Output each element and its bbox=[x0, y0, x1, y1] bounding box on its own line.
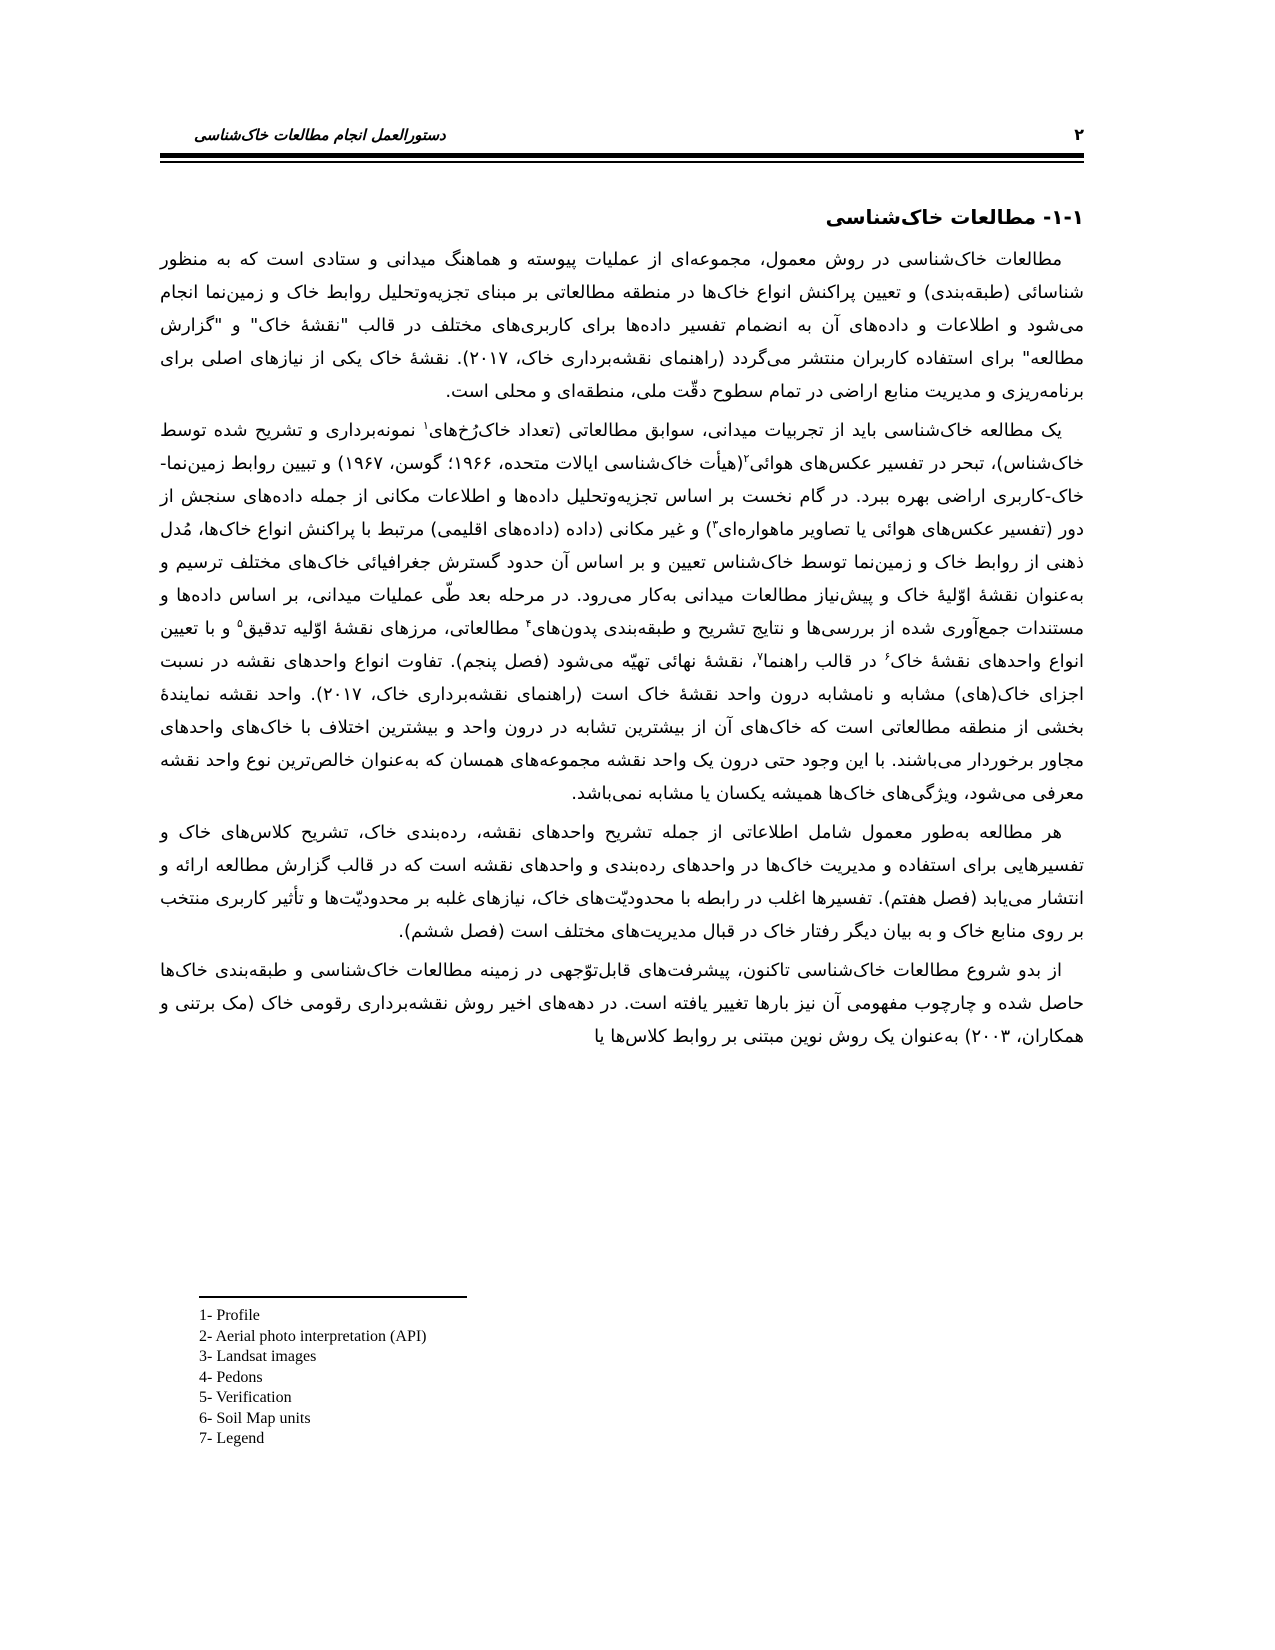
paragraph-2-text: یک مطالعه خاک‌شناسی باید از تجربیات میدانی، سوابق مطالعاتی (تعداد خاک‌رُخ‌های bbox=[428, 420, 1062, 441]
footnote-ref: ۷ bbox=[757, 650, 764, 663]
paragraph-2-text: و با تعیین انواع واحدهای نقشهٔ خاک bbox=[160, 618, 1084, 672]
page-header bbox=[160, 123, 1084, 153]
footnote-item: 2- Aerial photo interpretation (API) bbox=[199, 1327, 427, 1345]
footnote-item: 4- Pedons bbox=[199, 1368, 263, 1386]
main-content bbox=[160, 205, 1084, 1059]
running-title: دستورالعمل انجام مطالعات خاک‌شناسی bbox=[194, 126, 446, 144]
footnote-item: 1- Profile bbox=[199, 1307, 260, 1324]
footnote-ref: ۴ bbox=[525, 617, 532, 630]
paragraph-2-text: نمونه‌برداری و تشریح شده توسط خاک‌شناس)، تبحر در تفسیر عکس‌های هوائی bbox=[160, 420, 1085, 474]
paragraph-2-text: (هیأت خاک‌شناسی ایالات متحده، ۱۹۶۶؛ گوسن، ۱۹۶۷) و تبیین روابط زمین‌نما-خاک-کاربری اراضی بهره ببرد. در گام نخست بر اساس تجزیه‌وتحلیل داده‌ها و اطلاعات مکانی از جمله داده‌های سنجش از دور (تفسیر عکس‌های هوائی یا تصاویر ماهواره‌ای bbox=[160, 453, 1084, 540]
paragraph-2-text: ، نقشهٔ نهائی تهیّه می‌شود (فصل پنجم). تفاوت انواع واحدهای نقشه در نسبت اجزای خاک(های) مشابه و نامشابه درون واحد نقشهٔ خاک است (راهنمای نقشه‌برداری خاک، ۲۰۱۷). واحد نقشه نمایندهٔ بخشی از منطقه مطالعاتی است که خاک‌های آن از بیشترین تشابه در درون واحد و بیشترین اختلاف با خاک‌های واحدهای مجاور برخوردار می‌باشند. با این وجود حتی درون یک واحد نقشه مجموعه‌های همسان که به‌عنوان خالص‌ترین نوع واحد نقشه معرفی می‌شود، ویژگی‌های خاک‌ها همیشه یکسان یا مشابه نمی‌باشد. bbox=[160, 651, 1084, 804]
footnote-divider bbox=[199, 1296, 467, 1298]
paragraph-1: مطالعات خاک‌شناسی در روش معمول، مجموعه‌ای از عملیات پیوسته و هماهنگ میدانی و ستادی است که به منظور شناسائی (طبقه‌بندی) و تعیین پراکنش انواع خاک‌ها در منطقه مطالعاتی بر مبنای تجزیه‌وتحلیل روابط خاک و زمین‌نما انجام می‌شود و اطلاعات و داده‌های آن به انضمام تفسیر داده‌ها برای کاربری‌های مختلف در قالب "نقشهٔ خاک" و "گزارش مطالعه" برای استفاده کاربران منتشر می‌گردد (راهنمای نقشه‌برداری خاک، ۲۰۱۷). نقشهٔ خاک یکی از نیازهای اصلی برای برنامه‌ریزی و مدیریت منابع اراضی در تمام سطوح دقّت ملی، منطقه‌ای و محلی است. bbox=[160, 249, 1085, 402]
paragraph-4: از بدو شروع مطالعات خاک‌شناسی تاکنون، پیشرفت‌های قابل‌توّجهی در زمینه مطالعات خاک‌شناسی و طبقه‌بندی خاک‌ها حاصل شده و چارچوب مفهومی آن نیز بارها تغییر یافته است. در دهه‌های اخیر روش نقشه‌برداری رقومی خاک (مک برتنی و همکاران، ۲۰۰۳) به‌عنوان یک روش نوین مبتنی بر روابط کلاس‌ها یا bbox=[160, 960, 1084, 1047]
footnote-item: 6- Soil Map units bbox=[199, 1409, 311, 1427]
paragraph-2-text: مطالعاتی، مرزهای نقشهٔ اوّلیه تدقیق bbox=[242, 618, 526, 639]
paragraph-3: هر مطالعه به‌طور معمول شامل اطلاعاتی از جمله تشریح واحدهای نقشه، رده‌بندی خاک، تشریح کلاس‌های خاک و تفسیرهایی برای استفاده و مدیریت خاک‌ها در واحدهای رده‌بندی و واحدهای نقشه است که در قالب گزارش مطالعه ارائه و انتشار می‌یابد (فصل هفتم). تفسیرها اغلب در رابطه با محدودیّت‌های خاک، نیازهای غلبه بر محدودیّت‌ها و تأثیر کاربری منتخب بر روی منابع خاک و به بیان دیگر رفتار خاک در قبال مدیریت‌های مختلف است (فصل ششم). bbox=[160, 822, 1084, 942]
paragraph-2 bbox=[160, 414, 1084, 810]
footnote-ref: ۳ bbox=[712, 518, 719, 531]
footnote-ref: ۶ bbox=[884, 650, 891, 663]
paragraph-2-text: در قالب راهنما bbox=[763, 651, 885, 672]
footnote-item: 5- Verification bbox=[199, 1389, 292, 1406]
header-rule-thin bbox=[160, 161, 1084, 163]
footnote-item: 3- Landsat images bbox=[199, 1348, 317, 1365]
paragraph-2-text: ) و غیر مکانی (داده (داده‌های اقلیمی) مرتبط با پراکنش انواع خاک‌ها، مُدل ذهنی از روابط خاک و زمین‌نما توسط خاک‌شناس تعیین و بر اساس آن حدود گسترش جغرافیائی خاک‌های مختلف ترسیم و به‌عنوان نقشهٔ اوّلیهٔ خاک و پیش‌نیاز مطالعات میدانی به‌کار می‌رود. در مرحله بعد طّی عملیات میدانی، بر اساس داده‌ها و مستندات جمع‌آوری شده از بررسی‌ها و نتایج تشریح و طبقه‌بندی پدون‌های bbox=[160, 519, 1084, 639]
header-rule-thick bbox=[160, 153, 1084, 158]
footnote-ref: ۱ bbox=[422, 419, 429, 432]
page-number: ۲ bbox=[1074, 125, 1084, 144]
footnotes-list bbox=[199, 1306, 699, 1450]
footnote-ref: ۲ bbox=[743, 452, 750, 465]
section-heading: ۱-۱- مطالعات خاک‌شناسی bbox=[825, 205, 1084, 229]
footnote-ref: ۵ bbox=[236, 617, 243, 630]
footnote-item: 7- Legend bbox=[199, 1430, 265, 1447]
